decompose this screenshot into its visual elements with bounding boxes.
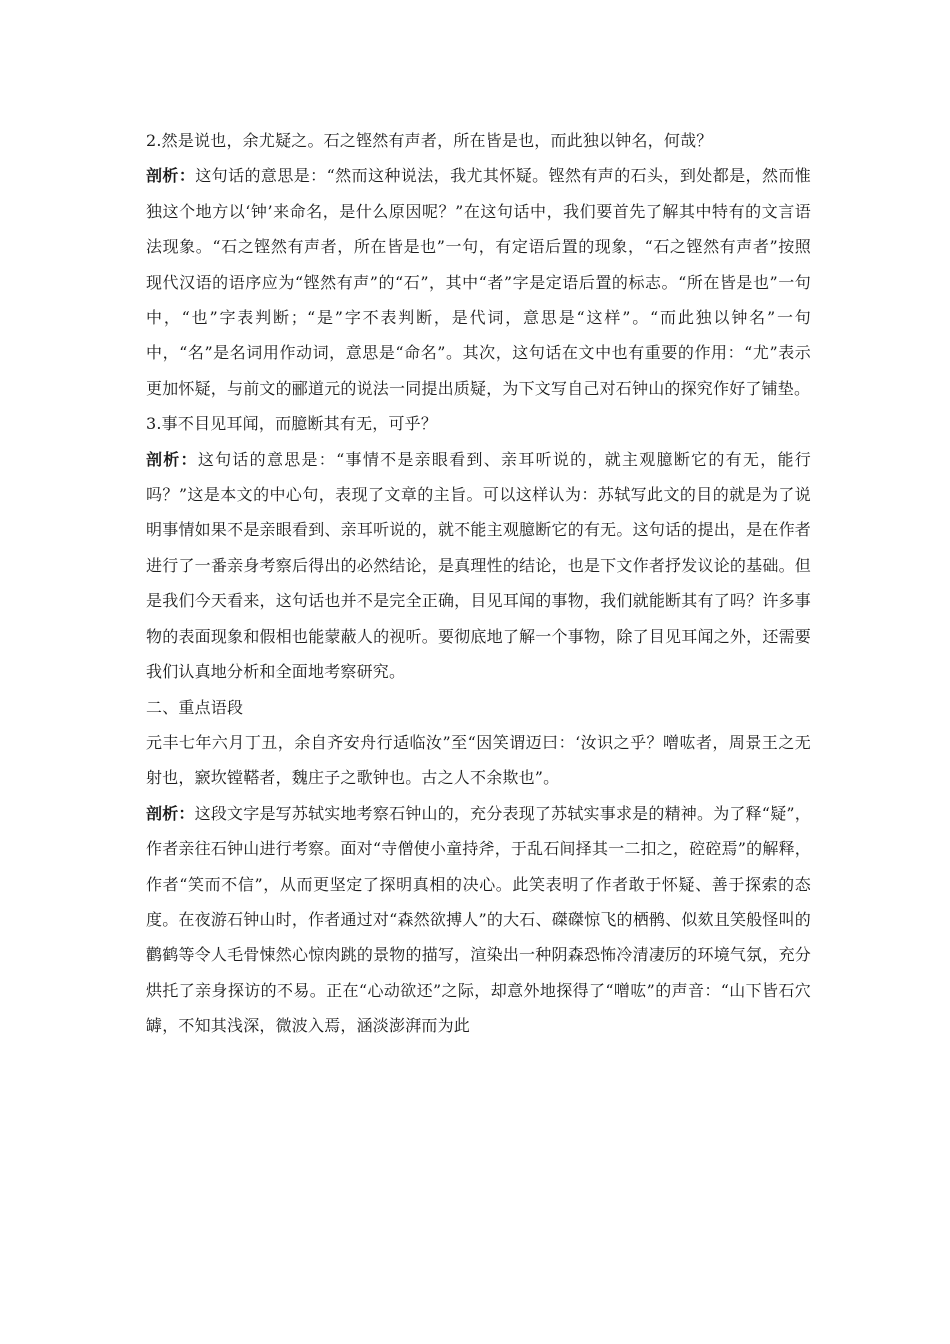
analysis-label: 剖析： bbox=[146, 449, 198, 469]
key-passage-analysis bbox=[146, 796, 811, 1044]
key-passage-quote: 元丰七年六月丁丑，余自齐安舟行适临汝”至“因笑谓迈曰：‘汝识之乎？噌吰者，周景王之无射也，窾坎镗鞳者，魏庄子之歌钟也。古之人不余欺也”。 bbox=[146, 732, 811, 788]
analysis-label: 剖析： bbox=[146, 166, 196, 186]
analysis-text: 这句话的意思是：“事情不是亲眼看到、亲耳听说的，就主观臆断它的有无，能行吗？”这是本文的中心句，表现了文章的主旨。可以这样认为：苏轼写此文的目的就是为了说明事情如果不是亲眼看到、亲耳听说的，就不能主观臆断它的有无。这句话的提出，是在作者进行了一番亲身考察后得出的必然结论，是真理性的结论，也是下文作者抒发议论的基础。但是我们今天看来，这句话也并不是完全正确，目见耳闻的事物，我们就能断其有了吗？许多事物的表面现象和假相也能蒙蔽人的视听。要彻底地了解一个事物，除了目见耳闻之外，还需要我们认真地分析和全面地考察研究。 bbox=[146, 449, 811, 682]
question-2-analysis bbox=[146, 158, 811, 406]
question-3-heading: 3.事不目见耳闻，而臆断其有无，可乎？ bbox=[146, 414, 438, 434]
question-3-analysis bbox=[146, 442, 811, 690]
document-body bbox=[146, 123, 811, 1044]
section-heading-key-passage: 二、重点语段 bbox=[146, 697, 244, 717]
analysis-text: 这句话的意思是：“然而这种说法，我尤其怀疑。铿然有声的石头，到处都是，然而惟独这个地方以‘钟’来命名，是什么原因呢？”在这句话中，我们要首先了解其中特有的文言语法现象。“石之铿然有声者，所在皆是也”一句，有定语后置的现象，“石之铿然有声者”按照现代汉语的语序应为“铿然有声”的“石”，其中“者”字是定语后置的标志。“所在皆是也”一句中，“也”字表判断；“是”字不表判断，是代词，意思是“这样”。“而此独以钟名”一句中，“名”是名词用作动词，意思是“命名”。其次，这句话在文中也有重要的作用：“尤”表示更加怀疑，与前文的郦道元的说法一同提出质疑，为下文写自己对石钟山的探究作好了铺垫。 bbox=[146, 166, 811, 398]
analysis-text: 这段文字是写苏轼实地考察石钟山的，充分表现了苏轼实事求是的精神。为了释“疑”，作者亲往石钟山进行考察。面对“寺僧使小童持斧，于乱石间择其一二扣之，硿硿焉”的解释，作者“笑而不信”，从而更坚定了探明真相的决心。此笑表明了作者敢于怀疑、善于探索的态度。在夜游石钟山时，作者通过对“森然欲搏人”的大石、磔磔惊飞的栖鹘、似欬且笑般怪叫的鹳鹤等令人毛骨悚然心惊肉跳的景物的描写，渲染出一种阴森恐怖冷清凄厉的环境气氛，充分烘托了亲身探访的不易。正在“心动欲还”之际，却意外地探得了“噌吰”的声音：“山下皆石穴罅，不知其浅深，微波入焉，涵淡澎湃而为此 bbox=[146, 803, 811, 1036]
question-2-heading: 2.然是说也，余尤疑之。石之铿然有声者，所在皆是也，而此独以钟名，何哉？ bbox=[146, 131, 713, 150]
analysis-label: 剖析： bbox=[146, 803, 195, 823]
